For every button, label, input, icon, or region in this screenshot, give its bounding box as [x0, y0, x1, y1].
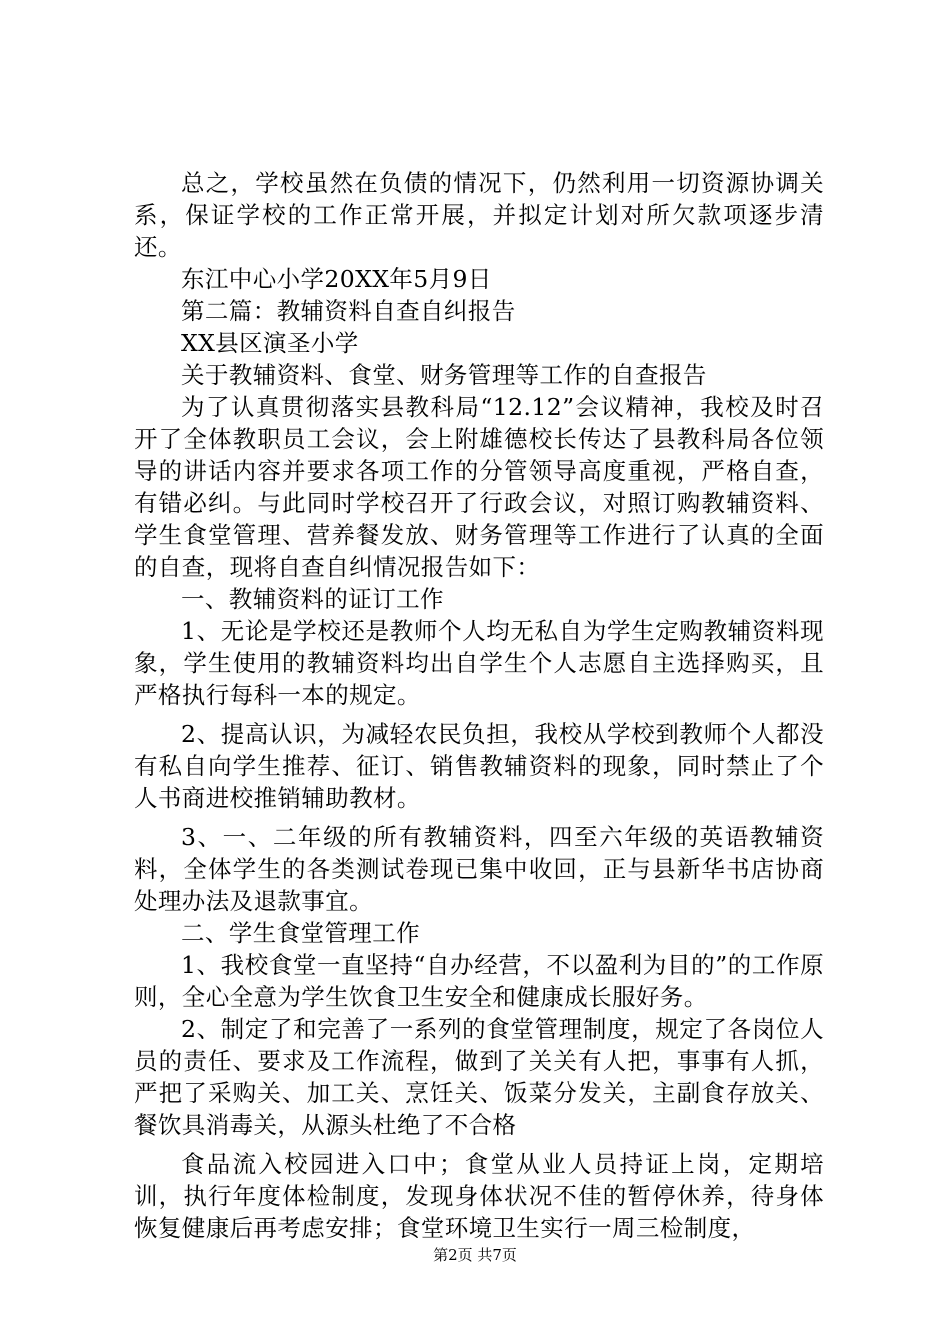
- paragraph-introduction: 为了认真贯彻落实县教科局“12.12”会议精神，我校及时召开了全体教职员工会议，会上附雄德校长传达了县教科局各位领导的讲话内容并要求各项工作的分管领导高度重视，严格自查，有错必纠。与此同时学校召开了行政会议，对照订购教辅资料、学生食堂管理、营养餐发放、财务管理等工作进行了认真的全面的自查，现将自查自纠情况报告如下：: [134, 393, 824, 581]
- paragraph-item-1-1: 1、无论是学校还是教师个人均无私自为学生定购教辅资料现象，学生使用的教辅资料均出自学生个人志愿自主选择购买，且严格执行每科一本的规定。: [134, 617, 824, 709]
- paragraph-item-2-1: 1、我校食堂一直坚持“自办经营，不以盈利为目的”的工作原则，全心全意为学生饮食卫生安全和健康成长服好务。: [134, 951, 824, 1011]
- paragraph-report-title: 关于教辅资料、食堂、财务管理等工作的自查报告: [181, 361, 707, 389]
- paragraph-item-1-2: 2、提高认识，为减轻农民负担，我校从学校到教师个人都没有私自向学生推荐、征订、销售教辅资料的现象，同时禁止了个人书商进校推销辅助教材。: [134, 720, 824, 812]
- paragraph-date-signature: 东江中心小学20XX年5月9日: [181, 265, 492, 293]
- paragraph-section-title: 第二篇：教辅资料自查自纠报告: [181, 297, 516, 325]
- paragraph-school-name: XX县区演圣小学: [181, 329, 359, 357]
- page-footer: 第2页 共7页: [433, 1246, 517, 1264]
- document-body: [134, 167, 824, 1244]
- paragraph-summary: 总之，学校虽然在负债的情况下，仍然利用一切资源协调关系，保证学校的工作正常开展，并拟定计划对所欠款项逐步清还。: [134, 169, 824, 261]
- paragraph-heading-two: 二、学生食堂管理工作: [181, 919, 420, 947]
- paragraph-item-2-2: 2、制定了和完善了一系列的食堂管理制度，规定了各岗位人员的责任、要求及工作流程，做到了关关有人把，事事有人抓，严把了采购关、加工关、烹饪关、饭菜分发关，主副食存放关、餐饮具消毒关，从源头杜绝了不合格: [134, 1015, 824, 1139]
- paragraph-item-2-2-continued: 食品流入校园进入口中；食堂从业人员持证上岗，定期培训，执行年度体检制度，发现身体状况不佳的暂停休养，待身体恢复健康后再考虑安排；食堂环境卫生实行一周三检制度，: [134, 1150, 824, 1242]
- paragraph-heading-one: 一、教辅资料的证订工作: [181, 585, 444, 613]
- paragraph-item-1-3: 3、一、二年级的所有教辅资料，四至六年级的英语教辅资料，全体学生的各类测试卷现已集中收回，正与县新华书店协商处理办法及退款事宜。: [134, 823, 824, 915]
